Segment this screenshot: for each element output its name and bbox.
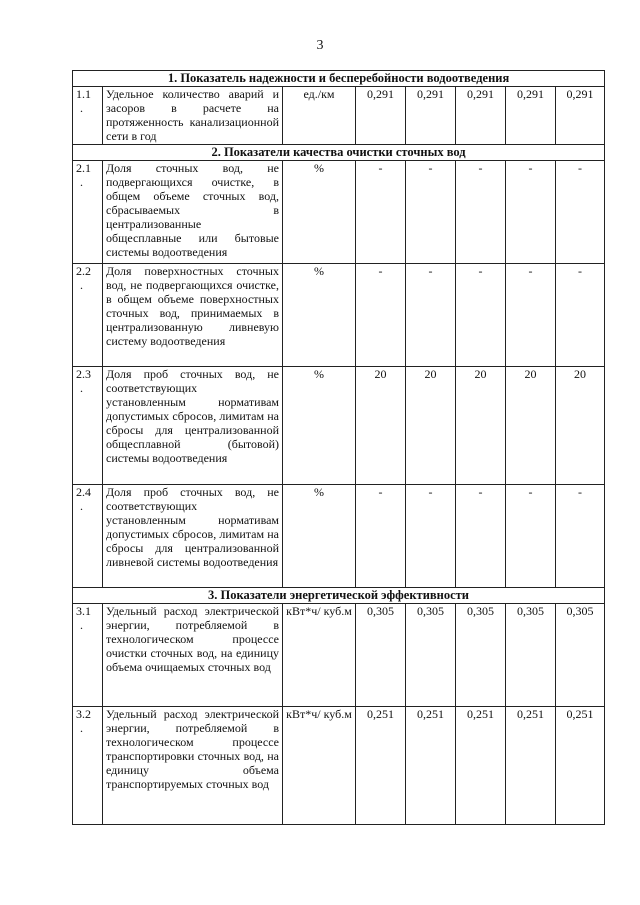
row-value: 0,251	[456, 707, 506, 825]
row-value: -	[356, 264, 406, 367]
row-value: -	[456, 264, 506, 367]
row-value: 0,305	[456, 604, 506, 707]
table-row	[73, 604, 605, 707]
row-value: 0,305	[506, 604, 556, 707]
table-row	[73, 485, 605, 588]
row-description: Доля сточных вод, не подвергающихся очистке, в общем объеме сточных вод, сбрасываемых в централизованные общесплавные или бытовые системы водоотведения	[103, 161, 283, 264]
row-description: Удельный расход электрической энергии, потребляемой в технологическом процессе транспортировки сточных вод, на единицу объема транспортируемых сточных вод	[103, 707, 283, 825]
section-title: 3. Показатели энергетической эффективности	[73, 588, 605, 604]
row-value: 20	[556, 367, 605, 485]
row-value: -	[356, 485, 406, 588]
row-value: 0,251	[556, 707, 605, 825]
row-unit: %	[283, 367, 356, 485]
row-value: -	[456, 485, 506, 588]
row-number: 2.2 .	[73, 264, 103, 367]
row-value: -	[406, 485, 456, 588]
indicators-table	[72, 70, 605, 825]
row-unit: кВт*ч/ куб.м	[283, 707, 356, 825]
row-value: -	[406, 264, 456, 367]
row-value: 0,291	[406, 87, 456, 145]
section-title: 1. Показатель надежности и бесперебойности водоотведения	[73, 71, 605, 87]
row-value: 0,305	[556, 604, 605, 707]
row-number: 2.4 .	[73, 485, 103, 588]
row-value: -	[406, 161, 456, 264]
row-number: 3.1 .	[73, 604, 103, 707]
row-value: -	[506, 264, 556, 367]
row-unit: %	[283, 264, 356, 367]
row-value: 20	[506, 367, 556, 485]
section-header-row	[73, 588, 605, 604]
row-value: 0,291	[456, 87, 506, 145]
row-value: -	[356, 161, 406, 264]
table-row	[73, 367, 605, 485]
row-unit: кВт*ч/ куб.м	[283, 604, 356, 707]
row-unit: %	[283, 485, 356, 588]
row-description: Удельное количество аварий и засоров в расчете на протяженность канализационной сети в год	[103, 87, 283, 145]
row-value: 0,291	[506, 87, 556, 145]
row-value: 0,305	[356, 604, 406, 707]
section-header-row	[73, 145, 605, 161]
row-value: -	[506, 485, 556, 588]
row-value: -	[456, 161, 506, 264]
row-unit: %	[283, 161, 356, 264]
table-row	[73, 161, 605, 264]
row-number: 3.2 .	[73, 707, 103, 825]
row-value: 0,251	[356, 707, 406, 825]
row-unit: ед./км	[283, 87, 356, 145]
row-value: 0,305	[406, 604, 456, 707]
row-value: -	[556, 161, 605, 264]
table-row	[73, 707, 605, 825]
row-description: Доля проб сточных вод, не соответствующих установленным нормативам допустимых сбросов, лимитам на сбросы для централизованной общесплавной (бытовой) системы водоотведения	[103, 367, 283, 485]
row-value: 20	[456, 367, 506, 485]
row-value: -	[556, 485, 605, 588]
table-row	[73, 264, 605, 367]
row-number: 2.3 .	[73, 367, 103, 485]
row-value: -	[556, 264, 605, 367]
row-value: 0,291	[356, 87, 406, 145]
row-value: 0,291	[556, 87, 605, 145]
page-number: 3	[316, 38, 324, 53]
row-value: 0,251	[506, 707, 556, 825]
row-value: 20	[406, 367, 456, 485]
row-value: 20	[356, 367, 406, 485]
section-title: 2. Показатели качества очистки сточных вод	[73, 145, 605, 161]
row-number: 1.1 .	[73, 87, 103, 145]
row-description: Доля проб сточных вод, не соответствующих установленным нормативам допустимых сбросов, лимитам на сбросы для централизованной ливневой системы водоотведения	[103, 485, 283, 588]
row-number: 2.1 .	[73, 161, 103, 264]
row-description: Доля поверхностных сточных вод, не подвергающихся очистке, в общем объеме поверхностных сточных вод, принимаемых в централизованную ливневую систему водоотведения	[103, 264, 283, 367]
row-description: Удельный расход электрической энергии, потребляемой в технологическом процессе очистки сточных вод, на единицу объема очищаемых сточных вод	[103, 604, 283, 707]
row-value: -	[506, 161, 556, 264]
section-header-row	[73, 71, 605, 87]
row-value: 0,251	[406, 707, 456, 825]
table-row	[73, 87, 605, 145]
